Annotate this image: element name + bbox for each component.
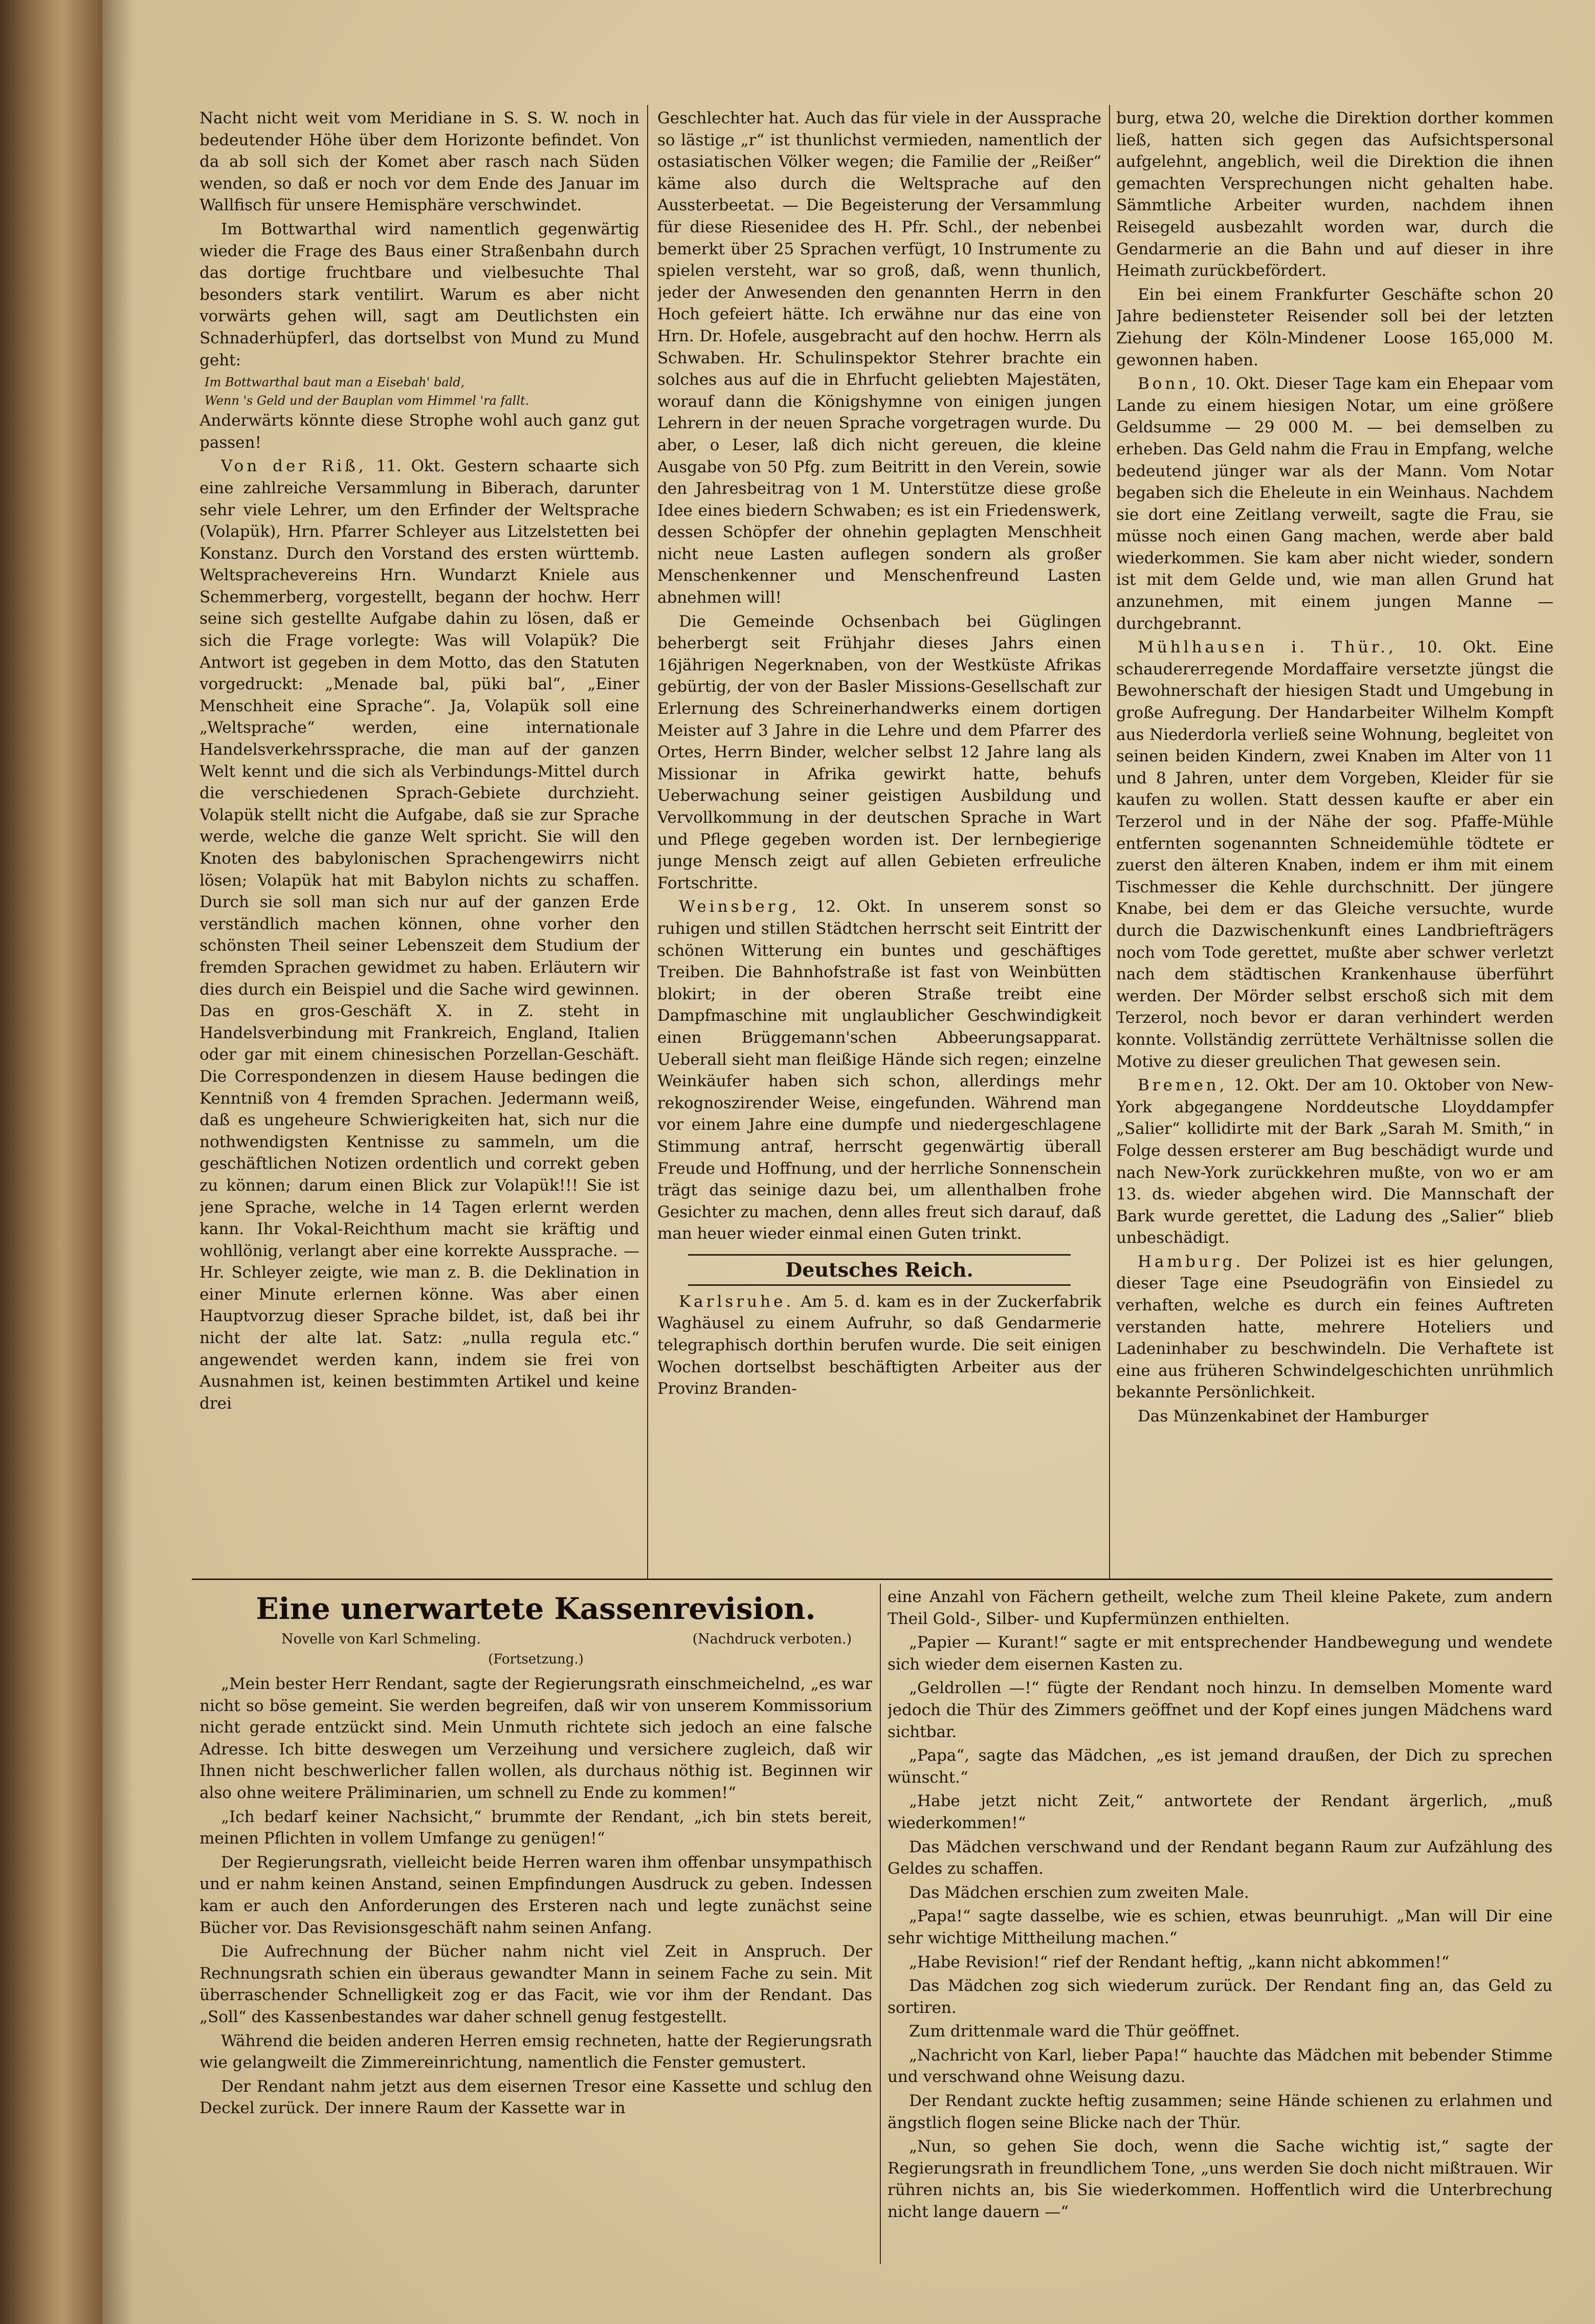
feuilleton-byline (200, 1629, 872, 1650)
continued-note: (Fortsetzung.) (488, 1652, 584, 1667)
reprint-notice: (Nachdruck verboten.) (692, 1631, 852, 1647)
gutter-shadow (102, 0, 133, 2324)
verse-line-1: Im Bottwarthal baut man a Eisebah' bald, (205, 375, 465, 390)
column-rule-2 (1109, 105, 1110, 1578)
story-paragraph: „Ich bedarf keiner Nachsicht,“ brummte der Rendant, „ich bin stets bereit, meinen Pflichten in vollem Umfange zu genügen!“ (200, 1807, 872, 1848)
muenzenkabinet-paragraph: Das Münzenkabinet der Hamburger (1138, 1407, 1429, 1426)
dateline-karlsruhe: Karlsruhe. (679, 1292, 794, 1311)
story-paragraph: Der Rendant nahm jetzt aus dem eisernen Tresor eine Kassette und schlug den Deckel zurück. Der innere Raum der Kassette war in (200, 2077, 872, 2118)
weinsberg-text: 12. Okt. In unserem sonst so ruhigen und stillen Städtchen herrscht seit Eintritt der schönen Witterung ein buntes und geschäftiges Treiben. Die Bahnhofstraße ist fast von Weinbütten blokirt; in der oberen Straße treibt eine Dampfmaschine mit unglaublicher Geschwindigkeit einen Brüggemann'schen Abbeerungsapparat. Ueberall sieht man fleißige Hände sich regen; einzelne Weinkäufer haben sich schon, allerdings mehr rekognoszirender Weise, eingefunden. Während man vor einem Jahre eine dumpfe und niedergeschlagene Stimmung antraf, herrscht gegenwärtig überall Freude und Hoffnung, und der herrliche Sonnenschein trägt das seinige dazu bei, um allenthalben frohe Gesichter zu machen, denn alles freut sich darauf, daß man heuer wieder einmal einen Guten trinkt. (657, 897, 1101, 1243)
article-column-1 (200, 107, 639, 1576)
verse-line-2: Wenn 's Geld und der Bauplan vom Himmel 'ra fallt. (205, 393, 529, 408)
hamburg-article (1116, 1251, 1554, 1404)
story-paragraph: „Mein bester Herr Rendant, sagte der Regierungsrath einschmeichelnd, „es war nicht so böse gemeint. Sie werden begreifen, daß wir von unserem Kommissorium nicht gerade entzückt sind. Mein Unmuth richtete sich jedoch an eine falsche Adresse. Ich bitte deswegen um Verzeihung und versichere zugleich, daß wir Ihnen nicht beschwerlicher fallen wollen, als durchaus nöthig ist. Beginnen wir also ohne weitere Präliminarien, um schnell zu Ende zu kommen!“ (200, 1675, 872, 1802)
section-heading-deutsches-reich: Deutsches Reich. (688, 1254, 1071, 1286)
story-paragraph: „Nun, so gehen Sie doch, wenn die Sache wichtig ist,“ sagte der Regierungsrath in freundlichem Tone, „uns werden Sie doch nicht mißtrauen. Wir rühren nichts an, bis Sie wiederkommen. Hoffentlich wird die Unterbrechung nicht lange dauern —“ (888, 2137, 1553, 2222)
story-paragraph: „Habe jetzt nicht Zeit,“ antwortete der Rendant ärgerlich, „muß wiederkommen!“ (888, 1792, 1553, 1832)
strophe-remark: Anderwärts könnte diese Strophe wohl auch ganz gut passen! (200, 411, 639, 452)
story-paragraph: Während die beiden anderen Herren emsig rechneten, hatte der Regierungsrath wie gelangweilt die Zimmereinrichtung, namentlich die Fenster gemustert. (200, 2031, 872, 2072)
muehlhausen-article (1116, 637, 1554, 1072)
column-rule-1 (647, 105, 648, 1578)
feuilleton-column-right (888, 1586, 1553, 2267)
bottwarthal-paragraph: Im Bottwarthal wird namentlich gegenwärtig wieder die Frage des Baus einer Straßenbahn durch das dortige fruchtbare und vielbesuchte Thal besonders stark ventilirt. Warum es aber nicht vorwärts gehen will, sagt am Deutlichsten ein Schnaderhüpferl, das dortselbst von Mund zu Mund geht: (200, 220, 639, 369)
bonn-text: 10. Okt. Dieser Tage kam ein Ehepaar vom Lande zu einem hiesigen Notar, um eine größere Geldsumme — 29 000 M. — bei demselben zu erheben. Das Geld nahm die Frau in Empfang, welche bedeutend jünger war als der Mann. Vom Notar begaben sich die Eheleute in ein Weinhaus. Nachdem sie dort eine Zeitlang verweilt, sagte die Frau, sie müsse noch einen Gang machen, werde aber bald wiederkommen. Sie kam aber nicht wieder, sondern ist mit dem Gelde und, wie man allen Grund hat anzunehmen, mit einem jungen Manne — durchgebrannt. (1116, 375, 1554, 633)
story-paragraph: Das Mädchen zog sich wiederum zurück. Der Rendant fing an, das Geld zu sortiren. (888, 1977, 1553, 2017)
story-paragraph: „Geldrollen —!“ fügte der Rendant noch hinzu. In demselben Momente ward jedoch die Thür des Zimmers geöffnet und der Kopf eines jungen Mädchens ward sichtbar. (888, 1679, 1553, 1741)
dateline-riss: Von der Riß, (221, 457, 367, 476)
feuilleton-column-rule (880, 1584, 881, 2264)
bonn-article (1116, 373, 1554, 634)
hamburg-text: Der Polizei ist es hier gelungen, dieser Tage eine Pseudogräfin von Einsiedel zu verhaften, welche es durch ein feines Auftreten verstanden hatte, mehrere Hoteliers und Ladeninhaber zu beschwindeln. Die Verhaftete ist eine aus früheren Schwindelgeschichten unrühmlich bekannte Persönlichkeit. (1116, 1252, 1554, 1402)
story-paragraph: Das Mädchen verschwand und der Rendant begann Raum zur Aufzählung des Geldes zu schaffen. (888, 1837, 1553, 1878)
story-paragraph: Die Aufrechnung der Bücher nahm nicht viel Zeit in Anspruch. Der Rechnungsrath schien ein überaus gewandter Mann in seinem Fache zu sein. Mit überraschender Schnelligkeit zog er das Facit, wie vor ihm der Rendant. Das „Soll“ des Kassenbestandes war daher schnell genug festgestellt. (200, 1942, 872, 2026)
story-paragraph: „Papa“, sagte das Mädchen, „es ist jemand draußen, der Dich zu sprechen wünscht.“ (888, 1746, 1553, 1787)
dateline-muehlhausen: Mühlhausen i. Thür., (1138, 638, 1397, 657)
karlsruhe-continued: burg, etwa 20, welche die Direktion dorther kommen ließ, hatten sich gegen das Aufsichtspersonal aufgelehnt, angeblich, weil die Direktion die ihnen gemachten Versprechungen nicht gehalten habe. Sämmtliche Arbeiter wurden, nachdem ihnen Reisegeld ausbezahlt worden war, durch die Gendarmerie an die Bahn und auf dieser in ihre Heimath zurückbefördert. (1116, 109, 1554, 280)
story-paragraph: Das Mädchen erschien zum zweiten Male. (909, 1883, 1249, 1902)
story-paragraph: „Papa!“ sagte dasselbe, wie es schien, etwas beunruhigt. „Man will Dir eine sehr wichtige Mittheilung machen.“ (888, 1907, 1553, 1947)
volapuek-article (200, 455, 639, 1414)
feuilleton-author: Novelle von Karl Schmeling. (281, 1631, 481, 1647)
story-paragraph: Zum drittenmale ward die Thür geöffnet. (909, 2022, 1240, 2041)
article-column-3 (1116, 107, 1554, 1576)
karlsruhe-text: Am 5. d. kam es in der Zuckerfabrik Waghäusel zu einem Aufruhr, so daß Gendarmerie telegraphisch dorthin berufen wurde. Die seit einigen Wochen dortselbst beschäftigten Arbeiter aus der Provinz Branden- (657, 1292, 1101, 1398)
bremen-article (1116, 1075, 1554, 1249)
ochsenbach-article: Die Gemeinde Ochsenbach bei Güglingen beherbergt seit Frühjahr dieses Jahrs einen 16jährigen Negerknaben, von der Westküste Afrikas gebürtig, der von der Basler Missions-Gesellschaft zur Erlernung des Schreinerhandwerks einem dortigen Meister auf 3 Jahre in die Lehre und dem Pfarrer des Ortes, Herrn Binder, welcher selbst 12 Jahre lang als Missionar in Afrika gewirkt hatte, behufs Ueberwachung seiner geistigen Ausbildung und Vervollkommung in der deutschen Sprache in Wart und Pflege gegeben worden ist. Der lernbegierige junge Mensch zeigt auf allen Gebieten erfreuliche Fortschritte. (657, 612, 1101, 892)
dateline-bremen: Bremen, (1138, 1076, 1228, 1095)
story-paragraph: „Papier — Kurant!“ sagte er mit entsprechender Handbewegung und wendete sich wieder dem eisernen Kasten zu. (888, 1633, 1553, 1674)
book-binding (0, 0, 102, 2324)
volapuek-continued: Geschlechter hat. Auch das für viele in der Aussprache so lästige „r“ ist thunlichst vermieden, namentlich der ostasiatischen Völker wegen; die Familie der „Reißer“ käme also durch die Weltsprache auf den Aussterbeetat. — Die Begeisterung der Versammlung für diese Riesenidee des H. Pfr. Schl., der nebenbei bemerkt über 25 Sprachen verfügt, 10 Instrumente zu spielen versteht, war so groß, daß, wenn thunlich, jeder der Anwesenden den genannten Herrn in den Hoch gefeiert hätte. Ich erwähne nur das eine von Hrn. Dr. Hofele, ausgebracht auf den hochw. Herrn als Schwaben. Hr. Schulinspektor Stehrer brachte ein solches aus auf die in Ehrfucht geliebten Majestäten, worauf dann die Königshymne von einigen jungen Lehrern in der neuen Sprache vorgetragen wurde. Du aber, o Leser, laß dich nicht gereuen, die kleine Ausgabe von 50 Pfg. zum Beitritt in den Verein, sowie den Jahresbeitrag von 1 M. Unterstütze diese große Idee eines biedern Schwaben; es ist ein Friedenswerk, dessen Schöpfer der ohnehin geplagten Menschheit nicht neue Lasten auflegen sondern als großer Menschenkenner und Menschenfreund Lasten abnehmen will! (657, 109, 1101, 607)
dateline-weinsberg: Weinsberg, (679, 897, 800, 916)
frankfurt-article: Ein bei einem Frankfurter Geschäfte schon 20 Jahre bediensteter Reisender soll bei der letzten Ziehung der Köln-Mindener Loose 165,000 M. gewonnen haben. (1116, 285, 1554, 369)
weinsberg-article (657, 896, 1101, 1245)
dateline-hamburg: Hamburg. (1138, 1252, 1244, 1271)
article-column-2 (657, 107, 1101, 1576)
comet-paragraph: Nacht nicht weit vom Meridiane in S. S. W. noch in bedeutender Höhe über dem Horizonte befindet. Von da ab soll sich der Komet aber rasch nach Süden wenden, so daß er noch vor dem Ende des Januar im Wallfisch für unsere Hemisphäre verschwindet. (200, 109, 639, 215)
story-paragraph: Der Rendant zuckte heftig zusammen; seine Hände schienen zu erlahmen und ängstlich flogen seine Blicke nach der Thür. (888, 2092, 1553, 2132)
feuilleton-title: Eine unerwartete Kassenrevision. (256, 1591, 816, 1626)
feuilleton-column-left (200, 1586, 872, 2267)
karlsruhe-article (657, 1291, 1101, 1400)
story-paragraph: „Habe Revision!“ rief der Rendant heftig, „kann nicht abkommen!“ (909, 1953, 1450, 1971)
bremen-text: 12. Okt. Der am 10. Oktober von New-York abgegangene Norddeutsche Lloyddampfer „Salier“ kollidirte mit der Bark „Sarah M. Smith,“ in Folge dessen ersterer am Bug beschädigt wurde und nach New-York zurückkehren mußte, von wo er am 13. ds. wieder abgehen wird. Die Mannschaft der Bark wurde gerettet, die Ladung des „Salier“ blieb unbeschädigt. (1116, 1076, 1554, 1247)
feuilleton-rule (192, 1578, 1553, 1580)
dateline-bonn: Bonn, (1138, 375, 1200, 393)
story-paragraph: Der Regierungsrath, vielleicht beide Herren waren ihm offenbar unsympathisch und er nahm keinen Anstand, seinen Empfindungen Ausdruck zu geben. Indessen kam er auch den Anforderungen des Ersteren nach und legte zunächst seine Bücher vor. Das Revisionsgeschäft nahm seinen Anfang. (200, 1853, 872, 1937)
story-paragraph: „Nachricht von Karl, lieber Papa!“ hauchte das Mädchen mit bebender Stimme und verschwand ohne Weisung dazu. (888, 2046, 1553, 2087)
volapuek-text: 11. Okt. Gestern schaarte sich eine zahlreiche Versammlung in Biberach, darunter sehr viele Lehrer, um den Erfinder der Weltsprache (Volapük), Hrn. Pfarrer Schleyer aus Litzelstetten bei Konstanz. Durch den Vorstand des ersten württemb. Weltsprachevereins Hrn. Wundarzt Kniele aus Schemmerberg, vorgestellt, begann der hochw. Herr seine sich gestellte Aufgabe dahin zu lösen, daß er sich die Frage vorlegte: Was will Volapük? Die Antwort ist gegeben in dem Motto, das den Statuten vorgedruckt: „Menade bal, püki bal“, „Einer Menschheit eine Sprache“. Ja, Volapük soll eine „Weltsprache“ werden, eine internationale Handelsverkehrssprache, die man auf der ganzen Welt kennt und die sich als Verbindungs-Mittel durch die verschiedenen Sprach-Gebiete durchzieht. Volapük stellt nicht die Aufgabe, daß sie zur Sprache werde, welche die ganze Welt spricht. Sie will den Knoten des babylonischen Sprachengewirrs nicht lösen; Volapük hat mit Babylon nichts zu schaffen. Durch sie soll man sich nur auf der ganzen Erde verständlich machen können, ohne vorher den schönsten Theil seiner Lebenszeit dem Studium der fremden Sprachen gewidmet zu haben. Erläutern wir dies durch ein Beispiel und die Sache wird gewinnen. Das en gros-Geschäft X. in Z. steht in Handelsverbindung mit Frankreich, England, Italien oder gar mit einem chinesischen Porzellan-Geschäft. Die Correspondenzen in diesem Hause bedingen die Kenntniß von 4 fremden Sprachen. Jedermann weiß, daß es ungeheure Schwierigkeiten hat, sich nur die nothwendigsten Kentnisse zu sammeln, um die geschäftlichen Notizen ordentlich und correkt geben zu können; darum einen Blick zur Volapük!!! Sie ist jene Sprache, welche in 14 Tagen erlernt werden kann. Ihr Vokal-Reichthum macht sie kräftig und wohllönig, verlangt aber eine korrekte Aussprache. — Hr. Schleyer zeigte, wie man z. B. die Deklination in einer Minute erlernen könne. Was aber einen Hauptvorzug dieser Sprache bildet, ist, daß bei ihr nicht der alte lat. Satz: „nulla regula etc.“ angewendet werden kann, indem sie frei von Ausnahmen ist, keinen bestimmten Artikel und keine drei (200, 457, 639, 1413)
story-paragraph: eine Anzahl von Fächern getheilt, welche zum Theil kleine Pakete, zum andern Theil Gold-, Silber- und Kupfermünzen enthielten. (888, 1588, 1553, 1628)
muehlhausen-text: 10. Okt. Eine schaudererregende Mordaffaire versetzte jüngst die Bewohnerschaft der hiesigen Stadt und Umgebung in große Aufregung. Der Handarbeiter Wilhelm Kompft aus Niederdorla verließ seine Wohnung, begleitet von seinen beiden Kindern, zwei Knaben im Alter von 11 und 8 Jahren, unter dem Vorgeben, Kleider für sie kaufen zu wollen. Statt dessen kaufte er aber ein Terzerol und in der Nähe der sog. Pfaffe-Mühle entfernten sogenannten Schneidemühle tödtete er zuerst den älteren Knaben, indem er ihm mit einem Tischmesser die Kehle durchschnitt. Der jüngere Knabe, bei dem er das Gleiche versuchte, wurde durch die Dazwischenkunft eines Landbriefträgers noch vom Tode gerettet, mußte aber schwer verletzt nach dem städtischen Krankenhause überführt werden. Der Mörder selbst erschoß sich mit dem Terzerol, noch bevor er daran verhindert werden konnte. Vollständig zerrüttete Verhältnisse sollen die Motive zu dieser greulichen That gewesen sein. (1116, 638, 1554, 1071)
